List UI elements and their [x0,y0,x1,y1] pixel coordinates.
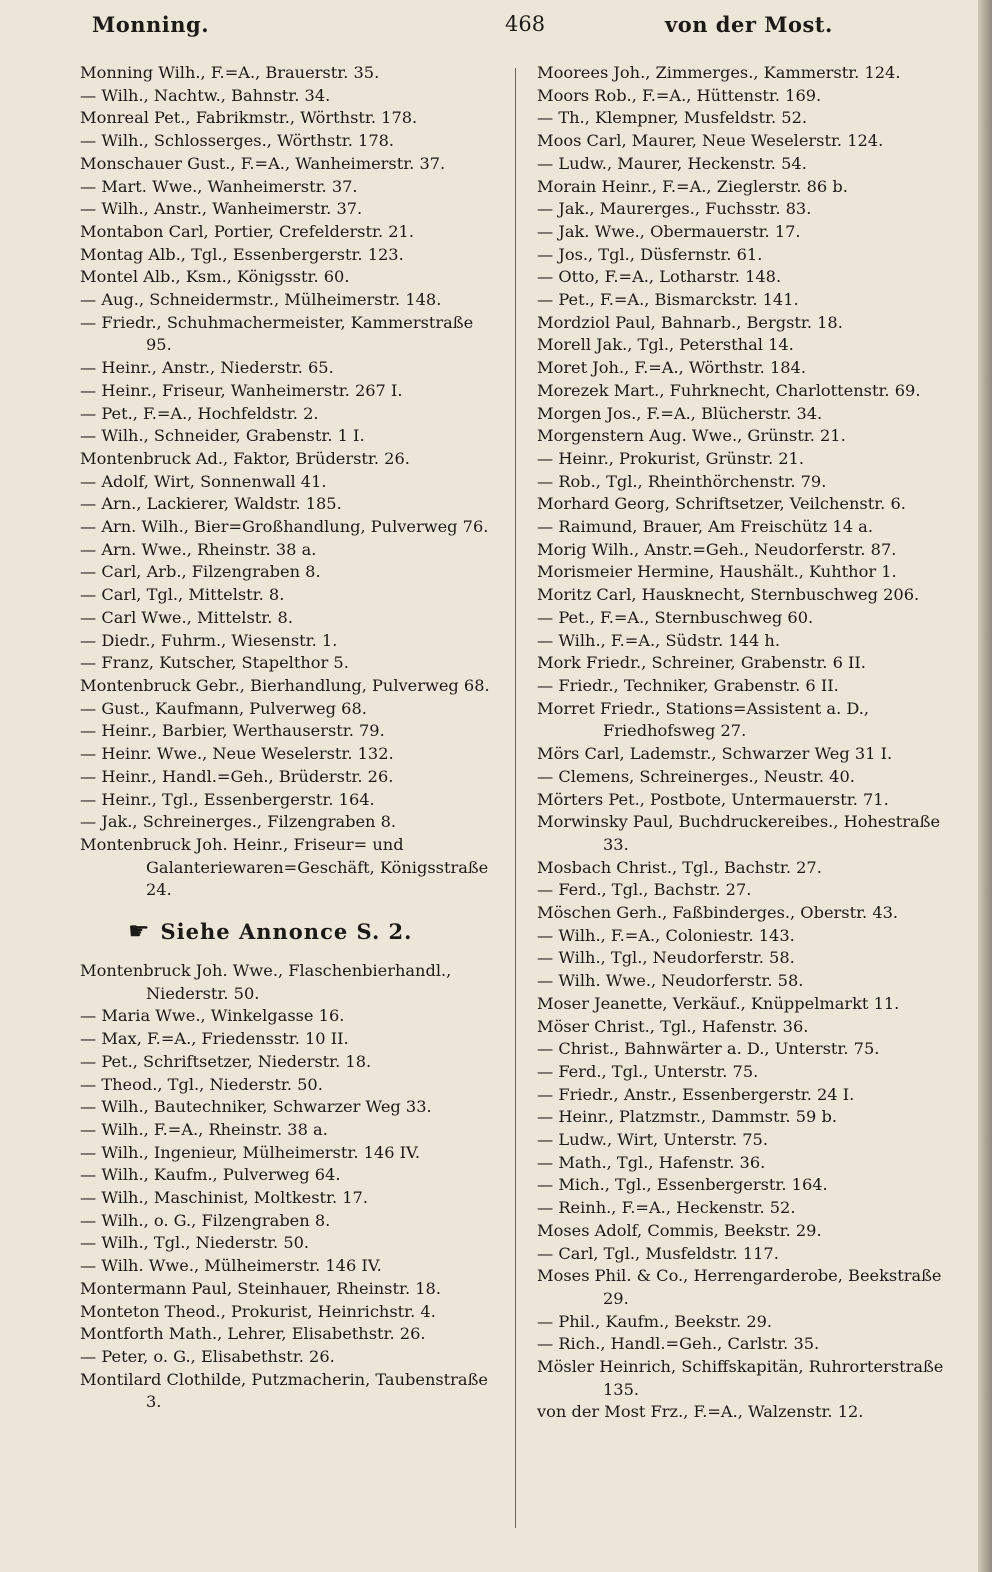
directory-entry: — Gust., Kaufmann, Pulverweg 68. [80,698,367,718]
directory-entry: Mosbach Christ., Tgl., Bachstr. 27. [537,857,822,877]
directory-entry: — Wilh., Ingenieur, Mülheimerstr. 146 IV. [80,1142,421,1162]
directory-entry: — Theod., Tgl., Niederstr. 50. [80,1074,323,1094]
directory-entry: Montenbruck Gebr., Bierhandlung, Pulverweg 68. [80,675,490,695]
directory-entry: Mörters Pet., Postbote, Untermauerstr. 71. [537,789,889,809]
directory-entry: Möser Christ., Tgl., Hafenstr. 36. [537,1016,809,1036]
directory-entry: — Arn. Wilh., Bier=Großhandlung, Pulverweg 76. [80,517,489,537]
directory-entry: — Jak., Schreinerges., Filzengraben 8. [80,812,397,832]
directory-entry: Moses Adolf, Commis, Beekstr. 29. [537,1220,822,1240]
directory-entry: — Max, F.=A., Friedensstr. 10 II. [80,1029,349,1049]
directory-entry: Morig Wilh., Anstr.=Geh., Neudorferstr. 87. [537,539,897,559]
directory-entry: — Heinr., Barbier, Werthauserstr. 79. [80,721,385,741]
left-column [80,62,502,1414]
directory-entry: Montag Alb., Tgl., Essenbergerstr. 123. [80,244,404,264]
directory-entry: — Jak., Maurerges., Fuchsstr. 83. [537,199,812,219]
directory-entry: — Maria Wwe., Winkelgasse 16. [80,1006,345,1026]
directory-entry: — Wilh., Schneider, Grabenstr. 1 I. [80,426,365,446]
directory-entry: Moret Joh., F.=A., Wörthstr. 184. [537,358,806,378]
directory-entry: — Heinr., Prokurist, Grünstr. 21. [537,448,804,468]
directory-entry: — Ferd., Tgl., Bachstr. 27. [537,880,752,900]
directory-entry: — Franz, Kutscher, Stapelthor 5. [80,653,349,673]
directory-entry: Montenbruck Ad., Faktor, Brüderstr. 26. [80,448,410,468]
directory-entry: Monning Wilh., F.=A., Brauerstr. 35. [80,63,380,82]
column-divider [515,68,516,1528]
directory-entry: — Jos., Tgl., Düsfernstr. 61. [537,244,763,264]
directory-entry: Montenbruck Joh. Wwe., Flaschenbierhandl., Niederstr. 50. [80,961,452,1003]
directory-entry: Moses Phil. & Co., Herrengarderobe, Beekstraße 29. [537,1266,942,1308]
directory-entry: — Raimund, Brauer, Am Freischütz 14 a. [537,517,873,537]
directory-entry: — Friedr., Anstr., Essenbergerstr. 24 I. [537,1084,855,1104]
directory-entry: Mork Friedr., Schreiner, Grabenstr. 6 II. [537,653,866,673]
directory-entry: Moorees Joh., Zimmerges., Kammerstr. 124. [537,63,901,82]
directory-entry: — Heinr., Handl.=Geh., Brüderstr. 26. [80,766,394,786]
annonce-notice-text: Siehe Annonce S. 2. [160,919,413,945]
directory-entry: Monteton Theod., Prokurist, Heinrichstr. 4. [80,1301,436,1321]
right-column [537,62,965,1424]
directory-entry: — Carl, Tgl., Mittelstr. 8. [80,585,285,605]
directory-entry: — Pet., F.=A., Sternbuschweg 60. [537,607,814,627]
directory-entry: — Ludw., Wirt, Unterstr. 75. [537,1130,769,1150]
directory-entry: Morret Friedr., Stations=Assistent a. D., Friedhofsweg 27. [537,698,870,741]
directory-entry: — Heinr., Friseur, Wanheimerstr. 267 I. [80,380,403,400]
directory-entry: — Wilh., Maschinist, Moltkestr. 17. [80,1188,369,1208]
directory-entry: — Wilh., F.=A., Coloniestr. 143. [537,925,795,945]
directory-entry: Moors Rob., F.=A., Hüttenstr. 169. [537,85,822,105]
directory-entry: — Friedr., Schuhmachermeister, Kammerstraße 95. [80,312,474,355]
directory-entry: Moser Jeanette, Verkäuf., Knüppelmarkt 11. [537,993,900,1013]
directory-entry: Moritz Carl, Hausknecht, Sternbuschweg 206. [537,585,920,605]
directory-entry: Möschen Gerh., Faßbinderges., Oberstr. 43. [537,903,899,923]
directory-entry: — Ludw., Maurer, Heckenstr. 54. [537,153,807,173]
directory-entry: — Wilh., Schlosserges., Wörthstr. 178. [80,131,395,151]
directory-entry: Morgenstern Aug. Wwe., Grünstr. 21. [537,426,846,446]
directory-entry: — Jak. Wwe., Obermauerstr. 17. [537,221,801,241]
directory-entry: — Carl Wwe., Mittelstr. 8. [80,607,293,627]
directory-entry: Morgen Jos., F.=A., Blücherstr. 34. [537,403,823,423]
directory-entry: Montabon Carl, Portier, Crefelderstr. 21. [80,221,414,241]
page-number: 468 [505,12,546,36]
directory-entry: — Th., Klempner, Musfeldstr. 52. [537,108,808,128]
directory-entry: — Wilh., o. G., Filzengraben 8. [80,1210,331,1230]
directory-entry: — Pet., F.=A., Hochfeldstr. 2. [80,403,319,423]
directory-entry: — Wilh. Wwe., Neudorferstr. 58. [537,971,804,991]
header-left-keyword: Monning. [92,12,210,37]
directory-entry: Moos Carl, Maurer, Neue Weselerstr. 124. [537,131,884,151]
directory-entry: Montenbruck Joh. Heinr., Friseur= und Galanteriewaren=Geschäft, Königsstraße 24. [80,834,489,900]
directory-entry: — Clemens, Schreinerges., Neustr. 40. [537,766,855,786]
directory-entry: — Rich., Handl.=Geh., Carlstr. 35. [537,1334,820,1354]
directory-entry: — Heinr., Platzmstr., Dammstr. 59 b. [537,1107,837,1127]
directory-entry: — Ferd., Tgl., Unterstr. 75. [537,1061,759,1081]
directory-entry: — Rob., Tgl., Rheinthörchenstr. 79. [537,471,827,491]
directory-entry: — Adolf, Wirt, Sonnenwall 41. [80,471,327,491]
directory-entry: — Christ., Bahnwärter a. D., Unterstr. 75. [537,1039,880,1059]
directory-entry: Morell Jak., Tgl., Petersthal 14. [537,335,794,355]
directory-entry: — Heinr., Anstr., Niederstr. 65. [80,358,334,378]
directory-entry: — Aug., Schneidermstr., Mülheimerstr. 148. [80,290,442,310]
directory-entry: Morwinsky Paul, Buchdruckereibes., Hohestraße 33. [537,812,941,854]
directory-entry: — Wilh., F.=A., Südstr. 144 h. [537,630,780,650]
directory-entry: Morismeier Hermine, Haushält., Kuhthor 1. [537,562,897,582]
directory-entry: — Mart. Wwe., Wanheimerstr. 37. [80,176,358,196]
directory-entry: — Wilh., Nachtw., Bahnstr. 34. [80,85,331,105]
directory-entry: — Carl, Tgl., Musfeldstr. 117. [537,1243,779,1263]
directory-entry: Morezek Mart., Fuhrknecht, Charlottenstr. 69. [537,380,921,400]
directory-entry: — Arn., Lackierer, Waldstr. 185. [80,494,342,514]
annonce-notice [80,902,502,960]
directory-entry: Morain Heinr., F.=A., Zieglerstr. 86 b. [537,176,848,196]
directory-entry: — Phil., Kaufm., Beekstr. 29. [537,1311,773,1331]
directory-entry: — Mich., Tgl., Essenbergerstr. 164. [537,1175,828,1195]
directory-entry: Montilard Clothilde, Putzmacherin, Taubenstraße 3. [80,1369,488,1412]
directory-entry: — Heinr. Wwe., Neue Weselerstr. 132. [80,744,394,764]
directory-entry: Mösler Heinrich, Schiffskapitän, Ruhrorterstraße 135. [537,1357,944,1399]
directory-entry: von der Most Frz., F.=A., Walzenstr. 12. [537,1402,864,1422]
directory-entry: — Wilh., Kaufm., Pulverweg 64. [80,1165,341,1185]
directory-entry: Monreal Pet., Fabrikmstr., Wörthstr. 178. [80,108,418,128]
directory-entry: Montforth Math., Lehrer, Elisabethstr. 26. [80,1324,426,1344]
directory-entry: Mörs Carl, Lademstr., Schwarzer Weg 31 I. [537,744,893,764]
directory-entry: — Diedr., Fuhrm., Wiesenstr. 1. [80,630,338,650]
directory-entry: — Otto, F.=A., Lotharstr. 148. [537,267,782,287]
header-right-keyword: von der Most. [665,12,833,37]
page-edge-shadow [978,0,992,1572]
directory-entry: Monschauer Gust., F.=A., Wanheimerstr. 37. [80,153,446,173]
directory-entry: Montermann Paul, Steinhauer, Rheinstr. 18. [80,1278,441,1298]
directory-entry: — Reinh., F.=A., Heckenstr. 52. [537,1198,796,1218]
directory-entry: — Wilh., Bautechniker, Schwarzer Weg 33. [80,1097,432,1117]
directory-entry: Mordziol Paul, Bahnarb., Bergstr. 18. [537,312,843,332]
directory-entry: — Friedr., Techniker, Grabenstr. 6 II. [537,675,839,695]
directory-entry: Montel Alb., Ksm., Königsstr. 60. [80,267,350,287]
directory-entry: Morhard Georg, Schriftsetzer, Veilchenstr. 6. [537,494,906,514]
directory-entry: — Arn. Wwe., Rheinstr. 38 a. [80,539,317,559]
page-header [80,12,850,48]
directory-entry: — Wilh., Anstr., Wanheimerstr. 37. [80,199,363,219]
directory-entry: — Wilh., F.=A., Rheinstr. 38 a. [80,1119,328,1139]
directory-entry: — Carl, Arb., Filzengraben 8. [80,562,321,582]
directory-entry: — Wilh., Tgl., Niederstr. 50. [80,1233,310,1253]
directory-entry: — Peter, o. G., Elisabethstr. 26. [80,1346,335,1366]
directory-entry: — Math., Tgl., Hafenstr. 36. [537,1152,766,1172]
pointing-hand-icon: ☛ [128,917,151,946]
directory-entry: — Pet., Schriftsetzer, Niederstr. 18. [80,1051,372,1071]
directory-entry: — Heinr., Tgl., Essenbergerstr. 164. [80,789,375,809]
directory-entry: — Wilh., Tgl., Neudorferstr. 58. [537,948,795,968]
directory-entry: — Wilh. Wwe., Mülheimerstr. 146 IV. [80,1256,382,1276]
directory-entry: — Pet., F.=A., Bismarckstr. 141. [537,290,799,310]
